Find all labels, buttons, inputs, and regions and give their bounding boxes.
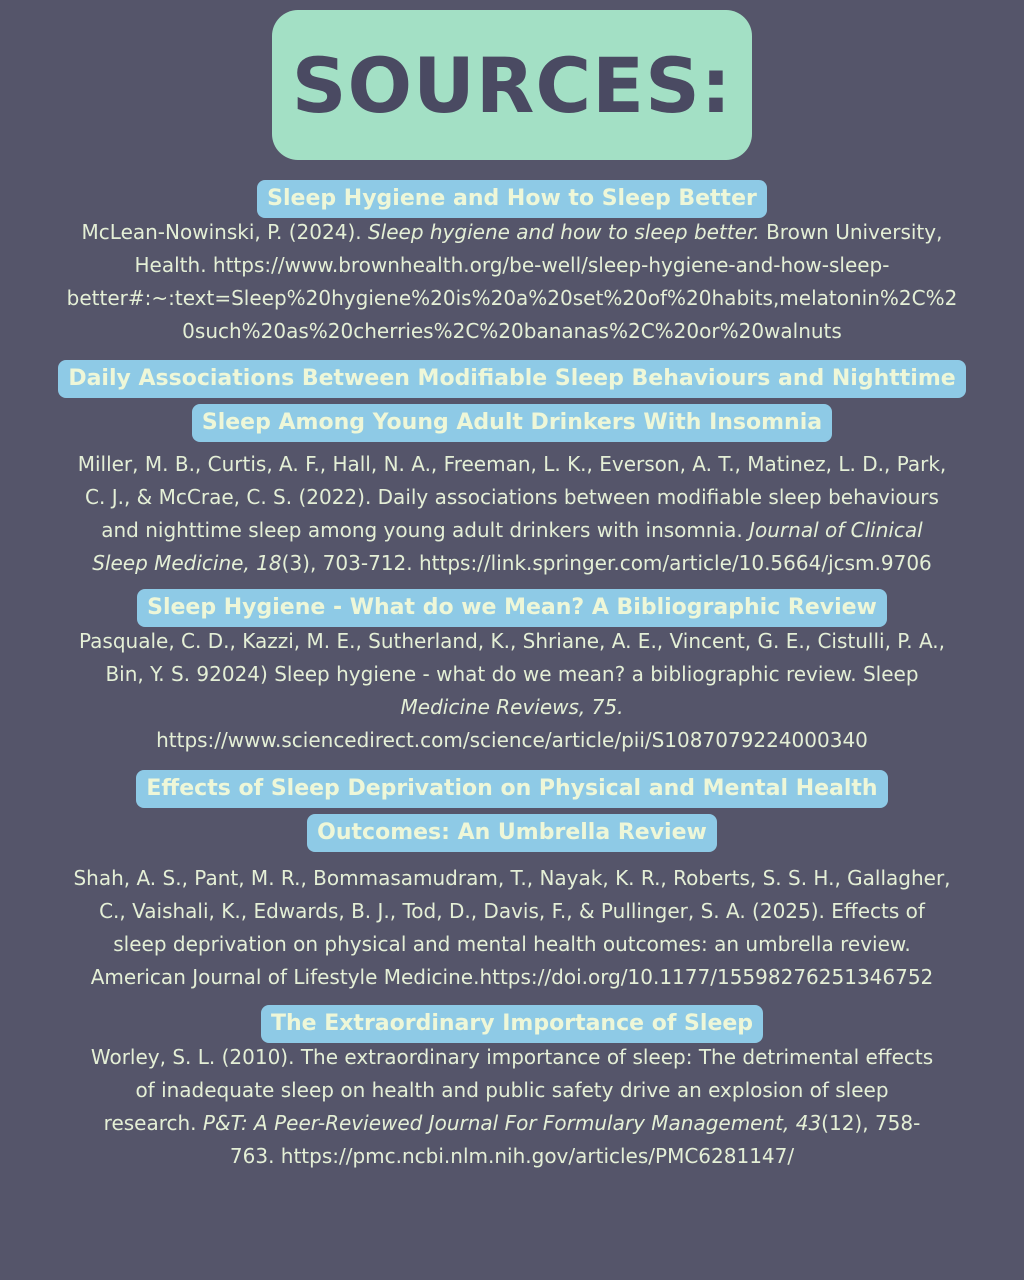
citation <box>0 862 1024 994</box>
citation <box>0 625 1024 757</box>
citation-line: Miller, M. B., Curtis, A. F., Hall, N. A., Freeman, L. K., Everson, A. T., Matinez, L. D., Park, <box>77 452 947 476</box>
citation-line: sleep deprivation on physical and mental health outcomes: an umbrella review. <box>113 932 911 956</box>
heading-line: Effects of Sleep Deprivation on Physical and Mental Health <box>136 770 887 808</box>
heading-line: Daily Associations Between Modifiable Sleep Behaviours and Nighttime <box>58 360 965 398</box>
citation-line: C., Vaishali, K., Edwards, B. J., Tod, D., Davis, F., & Pullinger, S. A. (2025). Effects of <box>99 899 925 923</box>
heading-line: Sleep Hygiene and How to Sleep Better <box>257 180 767 218</box>
citation-line: 763. https://pmc.ncbi.nlm.nih.gov/articles/PMC6281147/ <box>229 1144 795 1168</box>
source-heading <box>0 589 1024 627</box>
citation-line: C. J., & McCrae, C. S. (2022). Daily associations between modifiable sleep behaviours <box>85 485 939 509</box>
citation-line: Shah, A. S., Pant, M. R., Bommasamudram, T., Nayak, K. R., Roberts, S. S. H., Gallagher, <box>73 866 951 890</box>
citation-line: Sleep Medicine, 18(3), 703-712. https://link.springer.com/article/10.5664/jcsm.9706 <box>92 551 932 575</box>
citation-line: Medicine Reviews, 75. <box>400 695 624 719</box>
citation <box>0 1041 1024 1173</box>
heading-line: Sleep Hygiene - What do we Mean? A Bibliographic Review <box>137 589 887 627</box>
source-heading <box>0 360 1024 442</box>
citation <box>0 448 1024 580</box>
citation-line: Health. https://www.brownhealth.org/be-well/sleep-hygiene-and-how-sleep- <box>134 253 890 277</box>
citation-line: of inadequate sleep on health and public safety drive an explosion of sleep <box>135 1078 889 1102</box>
source-heading <box>0 1005 1024 1043</box>
citation-line: Pasquale, C. D., Kazzi, M. E., Sutherland, K., Shriane, A. E., Vincent, G. E., Cistulli, P. A., <box>79 629 945 653</box>
source-heading <box>0 770 1024 852</box>
citation-line: better#:~:text=Sleep%20hygiene%20is%20a%20set%20of%20habits,melatonin%2C%2 <box>66 286 958 310</box>
citation-line: research. P&T: A Peer-Reviewed Journal For Formulary Management, 43(12), 758- <box>103 1111 921 1135</box>
source-1 <box>0 180 1024 348</box>
heading-line: Sleep Among Young Adult Drinkers With Insomnia <box>192 404 832 442</box>
citation-line: American Journal of Lifestyle Medicine.https://doi.org/10.1177/15598276251346752 <box>90 965 934 989</box>
heading-line: The Extraordinary Importance of Sleep <box>261 1005 763 1043</box>
citation-line: McLean-Nowinski, P. (2024). Sleep hygiene and how to sleep better. Brown University, <box>81 220 943 244</box>
source-4 <box>0 770 1024 994</box>
source-heading <box>0 180 1024 218</box>
page-title: SOURCES: <box>291 40 733 130</box>
source-2 <box>0 360 1024 580</box>
citation-line: Bin, Y. S. 92024) Sleep hygiene - what do we mean? a bibliographic review. Sleep <box>105 662 919 686</box>
source-3 <box>0 589 1024 757</box>
citation-line: and nighttime sleep among young adult drinkers with insomnia. Journal of Clinical <box>101 518 923 542</box>
citation-line: Worley, S. L. (2010). The extraordinary importance of sleep: The detrimental effects <box>90 1045 934 1069</box>
heading-line: Outcomes: An Umbrella Review <box>307 814 717 852</box>
citation-line: 0such%20as%20cherries%2C%20bananas%2C%20or%20walnuts <box>182 319 842 343</box>
title-box <box>272 10 752 160</box>
citation <box>0 216 1024 348</box>
source-5 <box>0 1005 1024 1173</box>
citation-line: https://www.sciencedirect.com/science/article/pii/S1087079224000340 <box>156 728 868 752</box>
